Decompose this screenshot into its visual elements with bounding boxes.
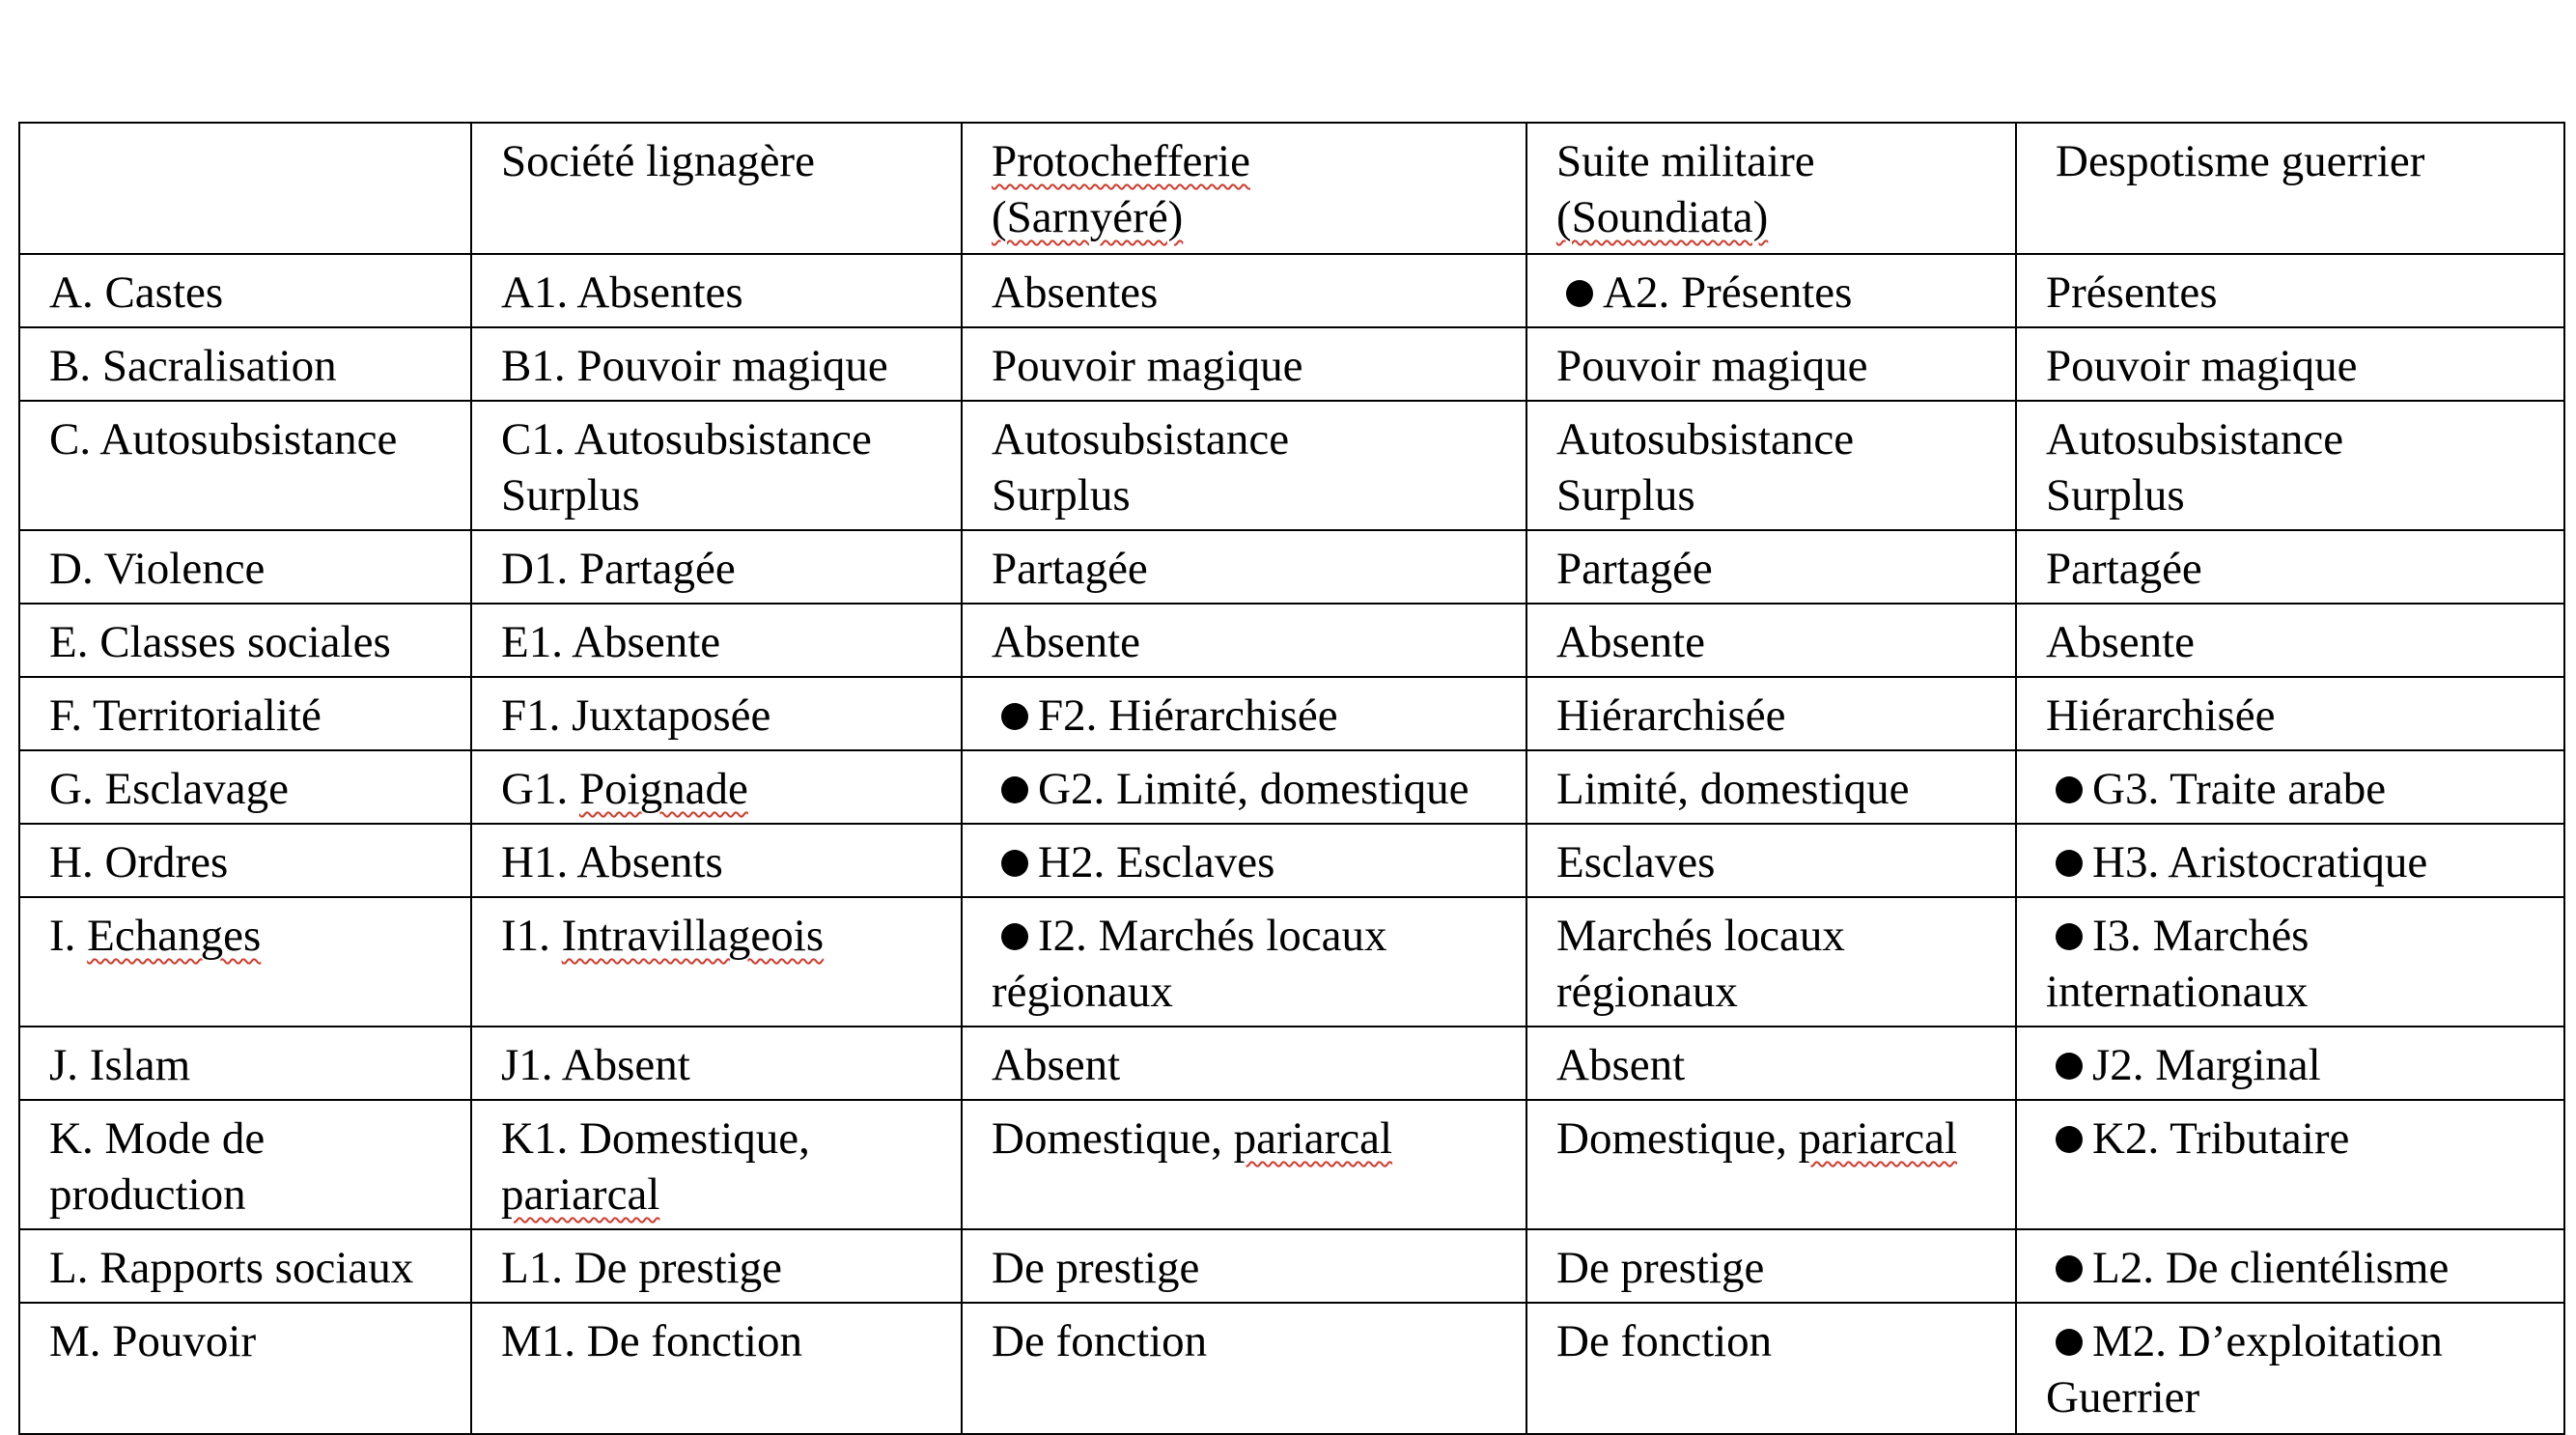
- row-label: D. Violence: [19, 530, 471, 604]
- spellcheck-flagged-word: pariarcal: [1798, 1113, 1958, 1164]
- cell-text: F2. Hiérarchisée: [1038, 690, 1338, 741]
- table-cell: D1. Partagée: [471, 530, 962, 604]
- table-cell: De fonction: [1526, 1303, 2016, 1434]
- table-cell: Absent: [962, 1027, 1526, 1100]
- table-cell: [962, 750, 1526, 824]
- table-cell: De prestige: [962, 1229, 1526, 1303]
- cell-text: H2. Esclaves: [1038, 837, 1275, 887]
- table-cell: Présentes: [2016, 254, 2564, 327]
- row-label: L. Rapports sociaux: [19, 1229, 471, 1303]
- spellcheck-flagged-word: Echanges: [87, 911, 262, 961]
- table-cell: Autosubsistance Surplus: [962, 401, 1526, 530]
- spellcheck-flagged-word: Poignade: [578, 764, 748, 814]
- row-label: J. Islam: [19, 1027, 471, 1100]
- header-cell-despotisme-guerrier: Despotisme guerrier: [2016, 123, 2564, 254]
- table-cell: B1. Pouvoir magique: [471, 327, 962, 401]
- table-cell: Hiérarchisée: [2016, 677, 2564, 750]
- table-row: [19, 1303, 2564, 1434]
- table-cell: Limité, domestique: [1526, 750, 2016, 824]
- row-label: K. Mode de production: [19, 1100, 471, 1229]
- table-row: [19, 897, 2564, 1027]
- bullet-dot-icon: [1001, 850, 1028, 877]
- table-cell: F1. Juxtaposée: [471, 677, 962, 750]
- table-row: [19, 677, 2564, 750]
- table-cell: [962, 824, 1526, 897]
- bullet-dot-icon: [2056, 776, 2083, 803]
- row-label: M. Pouvoir: [19, 1303, 471, 1434]
- row-label: G. Esclavage: [19, 750, 471, 824]
- spellcheck-flagged-word: (Sarnyéré): [992, 192, 1184, 242]
- table-row: [19, 254, 2564, 327]
- table-cell: Pouvoir magique: [962, 327, 1526, 401]
- spellcheck-flagged-word: pariarcal: [501, 1169, 660, 1220]
- cell-text: I3. Marchés internationaux: [2046, 911, 2310, 1017]
- table-cell: Partagée: [1526, 530, 2016, 604]
- spellcheck-flagged-word: (Soundiata): [1556, 192, 1769, 242]
- table-cell: Marchés locaux régionaux: [1526, 897, 2016, 1027]
- header-cell-suite-militaire: Suite militaire (Soundiata): [1526, 123, 2016, 254]
- header-cell-societe-lignagere: Société lignagère: [471, 123, 962, 254]
- table-row: [19, 1100, 2564, 1229]
- bullet-dot-icon: [2056, 1255, 2083, 1282]
- table-cell: H1. Absents: [471, 824, 962, 897]
- table-cell: [2016, 1229, 2564, 1303]
- table-row: [19, 1027, 2564, 1100]
- table-cell: L1. De prestige: [471, 1229, 962, 1303]
- table-cell: Hiérarchisée: [1526, 677, 2016, 750]
- table-row: [19, 750, 2564, 824]
- table-cell: Partagée: [2016, 530, 2564, 604]
- table-cell: [2016, 1303, 2564, 1434]
- table-cell: Pouvoir magique: [1526, 327, 2016, 401]
- table-cell: G1. Poignade: [471, 750, 962, 824]
- spellcheck-flagged-word: pariarcal: [1233, 1113, 1393, 1164]
- table-cell: [962, 897, 1526, 1027]
- table-cell: [1526, 254, 2016, 327]
- header-cell-protochefferie: [962, 123, 1526, 254]
- table-cell: J1. Absent: [471, 1027, 962, 1100]
- row-label: C. Autosubsistance: [19, 401, 471, 530]
- table-cell: [2016, 1100, 2564, 1229]
- bullet-dot-icon: [1001, 703, 1028, 730]
- table-cell: [2016, 824, 2564, 897]
- table-cell: E1. Absente: [471, 604, 962, 677]
- table-cell: Absent: [1526, 1027, 2016, 1100]
- bullet-dot-icon: [2056, 923, 2083, 950]
- row-label: I. Echanges: [19, 897, 471, 1027]
- table-cell: Domestique, pariarcal: [1526, 1100, 2016, 1229]
- table-row: [19, 604, 2564, 677]
- table-row: [19, 327, 2564, 401]
- table-cell: De prestige: [1526, 1229, 2016, 1303]
- table-cell: [2016, 750, 2564, 824]
- table-cell: [962, 677, 1526, 750]
- table-cell: [2016, 1027, 2564, 1100]
- table-cell: Pouvoir magique: [2016, 327, 2564, 401]
- bullet-dot-icon: [1001, 923, 1028, 950]
- row-label: E. Classes sociales: [19, 604, 471, 677]
- cell-text: L2. De clientélisme: [2092, 1243, 2450, 1293]
- table-row: [19, 401, 2564, 530]
- table-row: [19, 824, 2564, 897]
- table-cell: Autosubsistance Surplus: [1526, 401, 2016, 530]
- table-cell: I1. Intravillageois: [471, 897, 962, 1027]
- cell-text: I2. Marchés locaux régionaux: [992, 911, 1387, 1017]
- header-cell-empty: [19, 123, 471, 254]
- table-cell: [2016, 897, 2564, 1027]
- row-label: A. Castes: [19, 254, 471, 327]
- table-row: [19, 1229, 2564, 1303]
- cell-text: A2. Présentes: [1603, 267, 1853, 318]
- table-cell: C1. Autosubsistance Surplus: [471, 401, 962, 530]
- comparison-table: [18, 122, 2565, 1435]
- cell-text: G3. Traite arabe: [2092, 764, 2387, 814]
- table-cell: Absentes: [962, 254, 1526, 327]
- bullet-dot-icon: [2056, 1329, 2083, 1356]
- cell-text: J2. Marginal: [2092, 1040, 2321, 1090]
- table-cell: Autosubsistance Surplus: [2016, 401, 2564, 530]
- table-row: [19, 530, 2564, 604]
- table-cell: A1. Absentes: [471, 254, 962, 327]
- cell-text: M2. D’exploitation Guerrier: [2046, 1316, 2443, 1422]
- bullet-dot-icon: [1001, 776, 1028, 803]
- table-cell: K1. Domestique, pariarcal: [471, 1100, 962, 1229]
- row-label: B. Sacralisation: [19, 327, 471, 401]
- table-cell: Domestique, pariarcal: [962, 1100, 1526, 1229]
- table-cell: De fonction: [962, 1303, 1526, 1434]
- table-cell: Absente: [2016, 604, 2564, 677]
- header-row: [19, 123, 2564, 254]
- table-cell: Partagée: [962, 530, 1526, 604]
- bullet-dot-icon: [2056, 1053, 2083, 1080]
- table-cell: Absente: [962, 604, 1526, 677]
- spellcheck-flagged-word: Protochefferie: [992, 136, 1250, 186]
- table-cell: Esclaves: [1526, 824, 2016, 897]
- bullet-dot-icon: [2056, 850, 2083, 877]
- cell-text: G2. Limité, domestique: [1038, 764, 1470, 814]
- cell-text: K2. Tributaire: [2092, 1113, 2350, 1164]
- spellcheck-flagged-word: Intravillageois: [561, 911, 825, 961]
- table-cell: Absente: [1526, 604, 2016, 677]
- cell-text: H3. Aristocratique: [2092, 837, 2428, 887]
- bullet-dot-icon: [1566, 280, 1593, 307]
- bullet-dot-icon: [2056, 1126, 2083, 1153]
- row-label: F. Territorialité: [19, 677, 471, 750]
- row-label: H. Ordres: [19, 824, 471, 897]
- table-cell: M1. De fonction: [471, 1303, 962, 1434]
